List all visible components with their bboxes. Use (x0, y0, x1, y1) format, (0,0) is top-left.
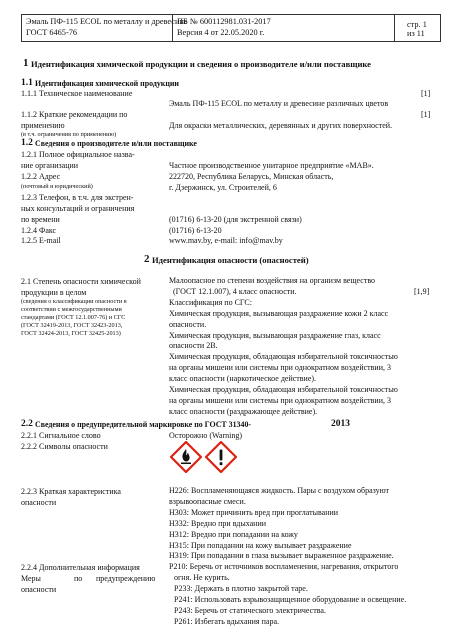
section1-number: 1 (23, 57, 29, 69)
hazard-statement: H319: При попадании в глаза вызывает выраженное раздражение. (169, 551, 394, 561)
classification-line: опасности. (169, 319, 207, 329)
precaution-statement: P241: Использовать взрывозащищенное оборудование и освещение. (174, 594, 407, 604)
classification-ref: [1,9] (414, 287, 430, 296)
class-note-line3: стандартами (ГОСТ 12.1.007-76) и СГС (21, 314, 126, 321)
org-label-line2: ние организации (21, 161, 79, 170)
subsection-2-2-number: 2.2 (21, 419, 33, 429)
header-page-of: из 11 (407, 29, 425, 38)
subsection-2-2-year: 2013 (331, 419, 350, 429)
use-value: Для окраски металлических, деревянных и других поверхностей. (169, 121, 393, 130)
signal-word-value: Осторожно (Warning) (169, 431, 243, 440)
classification-line: класс опасности (наркотическое действие). (169, 374, 317, 384)
header-standard: ГОСТ 6465-76 (26, 28, 78, 37)
hazard-statement: H312: Вредно при попадании на кожу (169, 529, 298, 539)
precaution-statement: огня. Не курить. (174, 572, 230, 582)
org-label-line1: 1.2.1 Полное официальное назва- (21, 150, 135, 159)
use-ref: [1] (421, 110, 431, 119)
precautionary-statements (169, 562, 406, 627)
subsection-1-1-number: 1.1 (21, 78, 33, 88)
hazard-statement: H226: Воспламеняющаяся жидкость. Пары с воздухом образуют (169, 486, 389, 495)
address-value-line2: г. Дзержинск, ул. Строителей, 6 (169, 183, 277, 192)
class-label-line1: 2.1 Степень опасности химической (21, 277, 141, 286)
classification-line: Малоопасное по степени воздействия на организм вещество (169, 276, 376, 285)
hazard-label-line2: опасности (21, 498, 57, 507)
class-note-line4: (ГОСТ 32419-2013, ГОСТ 32423-2013, (21, 322, 123, 329)
classification-line: на органы мишени или системы при однократном воздействии, 3 (169, 363, 391, 373)
email-label: 1.2.5 E-mail (21, 236, 61, 245)
classification-line: на органы мишени или системы при однократном воздействии, 3 (169, 395, 391, 405)
class-note-line2: соответствии с межгосударственными (21, 306, 122, 313)
fax-value: (01716) 6-13-20 (169, 226, 222, 235)
phone-label-line3: по времени (21, 215, 60, 224)
precaution-statement: P233: Держать в плотно закрытой таре. (174, 583, 308, 593)
section1-title: Идентификация химической продукции и сведения о производителе и/или поставщике (31, 59, 371, 69)
phone-label-line2: ных консультаций и ограничения (21, 204, 135, 213)
class-note-line5: ГОСТ 32424-2013, ГОСТ 32425-2013) (21, 330, 121, 337)
flame-icon (170, 441, 202, 473)
trade-name-ref: [1] (421, 89, 431, 98)
use-label-line2: применению (21, 121, 65, 130)
class-note-line1: (сведения о классификации опасности в (21, 298, 127, 305)
precaution-statement: P243: Беречь от статического электричества. (174, 605, 326, 615)
use-note: (в т.ч. ограничения по применению) (21, 131, 117, 138)
document-header (21, 14, 441, 42)
hazard-statement: взрывоопасные смеси. (169, 496, 246, 506)
trade-name-label: 1.1.1 Техническое наименование (21, 89, 133, 98)
exclamation-mark-icon (205, 441, 237, 473)
header-version: Версия 4 от 22.05.2020 г. (177, 28, 265, 37)
header-page-cell (395, 15, 440, 41)
section2-title: Идентификация опасности (опасностей) (152, 255, 309, 265)
classification-line: (ГОСТ 12.1.007), 4 класс опасности. (173, 286, 297, 296)
email-value: www.mav.by, e-mail: info@mav.by (169, 236, 283, 245)
address-note: (почтовый и юридический) (21, 183, 93, 190)
subsection-1-2-number: 1.2 (21, 138, 33, 148)
phone-label-line1: 1.2.3 Телефон, в т.ч. для экстрен- (21, 193, 134, 202)
header-doc-cell (173, 15, 395, 41)
address-value-line1: 222720, Республика Беларусь, Минская область, (169, 172, 334, 181)
precaution-label-word2: по (74, 574, 83, 583)
use-label-line1: 1.1.2 Краткие рекомендации по (21, 110, 128, 119)
precaution-statement: P261: Избегать вдыхания пара. (174, 616, 279, 626)
org-value: Частное производственное унитарное предприятие «МАВ». (169, 161, 374, 170)
classification-line: Химическая продукция, вызывающая раздражение глаз, класс (169, 330, 381, 340)
hazard-statements (169, 486, 394, 562)
address-label: 1.2.2 Адрес (21, 172, 61, 181)
header-product-cell (22, 15, 188, 41)
section2-number: 2 (144, 253, 150, 265)
trade-name-value: Эмаль ПФ-115 ECOL по металлу и древесине различных цветов (169, 99, 389, 108)
precaution-label-line1: 2.2.4 Дополнительная информация (21, 563, 140, 572)
header-product-name: Эмаль ПФ-115 ECOL по металлу и древесине (26, 17, 188, 26)
hazard-statement: H303: Может причинить вред при проглатывании (169, 507, 339, 517)
classification-line: опасности 2В. (169, 341, 218, 351)
subsection-1-1-title: Идентификация химической продукции (35, 79, 179, 88)
subsection-1-2-title: Сведения о производителе и/или поставщике (35, 139, 197, 148)
subsection-2-2-title: Сведения о предупредительной маркировке по ГОСТ 31340- (35, 420, 252, 429)
precaution-label-line3: опасности (21, 585, 57, 594)
fax-label: 1.2.4 Факс (21, 226, 57, 235)
signal-word-label: 2.2.1 Сигнальное слово (21, 431, 101, 440)
header-doc-number: ПБ № 600112981.031-2017 (177, 17, 271, 26)
classification-line: Химическая продукция, обладающая избирательной токсичностью (169, 385, 398, 395)
precaution-label-word1: Меры (21, 574, 41, 583)
classification-line: Классификация по СГС: (169, 297, 252, 307)
precaution-statement: P210: Беречь от источников воспламенения, нагревания, открытого (169, 562, 399, 571)
precaution-label-word3: предупреждению (96, 574, 156, 583)
classification-line: класс опасности (раздражающее действие). (169, 406, 318, 416)
hazard-statement: H315: При попадании на кожу вызывает раздражение (169, 540, 352, 550)
class-label-line2: продукции в целом (21, 288, 87, 297)
hazard-statement: H332: Вредно при вдыхании (169, 518, 267, 528)
hazard-symbols-label: 2.2.2 Символы опасности (21, 442, 108, 451)
classification-text (169, 276, 398, 418)
classification-line: Химическая продукция, обладающая избирательной токсичностью (169, 352, 398, 362)
header-page-label: стр. 1 (407, 20, 427, 29)
hazard-label-line1: 2.2.3 Краткая характеристика (21, 487, 121, 496)
phone-value: (01716) 6-13-20 (для экстренной связи) (169, 215, 302, 224)
classification-line: Химическая продукция, вызывающая раздражение кожи 2 класс (169, 308, 389, 318)
